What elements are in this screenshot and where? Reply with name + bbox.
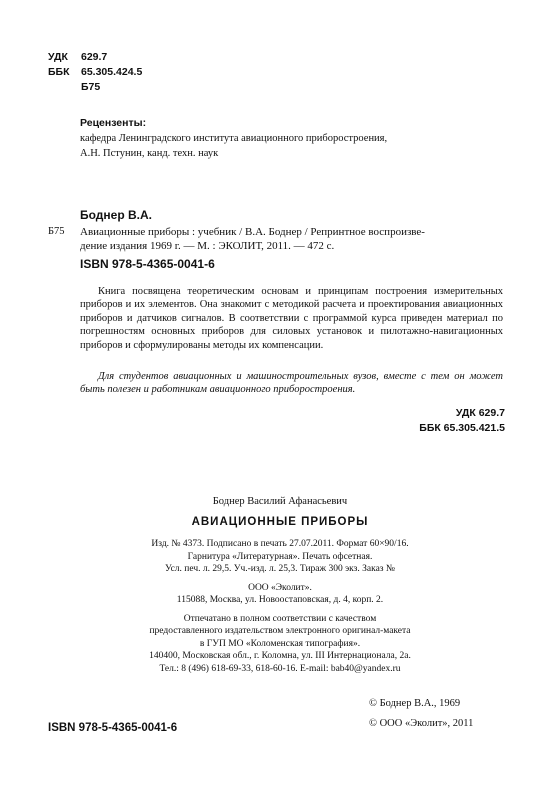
imprint-author: Боднер Василий Афанасьевич: [212, 496, 348, 507]
author-mark-row: [48, 80, 142, 95]
udk-label: УДК: [48, 50, 68, 63]
imprint: [120, 495, 440, 675]
imprint-publisher-block: [120, 582, 440, 607]
copyright: [369, 694, 473, 734]
right-bbk: ББК 65.305.421.5: [419, 422, 505, 434]
imprint-publisher-2: 115088, Москва, ул. Новоостаповская, д. 4, корп. 2.: [176, 595, 384, 606]
right-udk: УДК 629.7: [455, 407, 505, 419]
imprint-pub-block: [120, 538, 440, 576]
catalog-desc-1: Авиационные приборы : учебник / В.А. Боднер / Репринтное воспроизве-: [80, 226, 425, 238]
reviewers: [80, 117, 500, 162]
imprint-print-5: Тел.: 8 (496) 618-69-33, 618-60-16. E-mail: bab40@yandex.ru: [159, 663, 401, 674]
imprint-title: АВИАЦИОННЫЕ ПРИБОРЫ: [191, 515, 369, 528]
imprint-pub-2: Гарнитура «Литературная». Печать офсетная.: [187, 551, 373, 562]
imprint-print-2: предоставленного издательством электронного оригинал-макета: [149, 626, 411, 637]
imprint-pub-3: Усл. печ. л. 29,5. Уч.-изд. л. 25,3. Тираж 300 экз. Заказ №: [164, 564, 395, 575]
imprint-pub-1: Изд. № 4373. Подписано в печать 27.07.2011. Формат 60×90/16.: [151, 539, 409, 550]
annotation-paragraph: Книга посвящена теоретическим основам и принципам построения измерительных приборов и их элементов. Она знакомит с методикой расчета и проектирования авиационных приборов и датчиков сигналов. В соответствии с программой курса приведен материал по погрешностям основных приборов для силовых установок и пилотажно-навигационных приборов и сформулированы методы их компенсации.: [80, 286, 503, 351]
imprint-print-block: [120, 613, 440, 676]
copyright-line-1: © Боднер В.А., 1969: [369, 698, 461, 709]
classification-codes: [48, 50, 142, 95]
udk-value: 629.7: [81, 50, 108, 63]
audience-note: Для студентов авиационных и машиностроительных вузов, вместе с тем он может быть полезен и работникам авиационного приборостроения.: [80, 371, 503, 396]
bbk-label: ББК: [48, 65, 70, 78]
reviewer-line-1: кафедра Ленинградского института авиационного приборостроения,: [80, 133, 388, 144]
copyright-line-2: © ООО «Эколит», 2011: [369, 717, 474, 729]
catalog-author: Боднер В.А.: [80, 208, 152, 222]
imprint-print-4: 140400, Московская обл., г. Коломна, ул. III Интернационала, 2а.: [149, 651, 411, 662]
catalog-desc-2: дение издания 1969 г. — М. : ЭКОЛИТ, 2011. — 472 с.: [80, 240, 335, 253]
imprint-print-3: в ГУП МО «Коломенская типография».: [199, 638, 361, 649]
bottom-isbn: ISBN 978-5-4365-0041-6: [48, 722, 178, 734]
reviewer-line-2: А.Н. Пстунин, канд. техн. наук: [80, 148, 219, 159]
bbk-row: [48, 65, 142, 80]
reviewers-heading: Рецензенты:: [80, 117, 147, 129]
imprint-print-1: Отпечатано в полном соответствии с качеством: [183, 613, 377, 624]
bbk-value: 65.305.424.5: [81, 65, 143, 78]
catalog-entry: [48, 208, 518, 272]
imprint-publisher-1: ООО «Эколит».: [248, 582, 312, 593]
catalog-line-1: [48, 225, 518, 239]
catalog-isbn: ISBN 978-5-4365-0041-6: [80, 256, 215, 271]
catalog-class-code: Б75: [48, 226, 65, 237]
right-codes: [380, 407, 505, 437]
udk-row: [48, 50, 142, 65]
author-mark: Б75: [81, 80, 101, 93]
